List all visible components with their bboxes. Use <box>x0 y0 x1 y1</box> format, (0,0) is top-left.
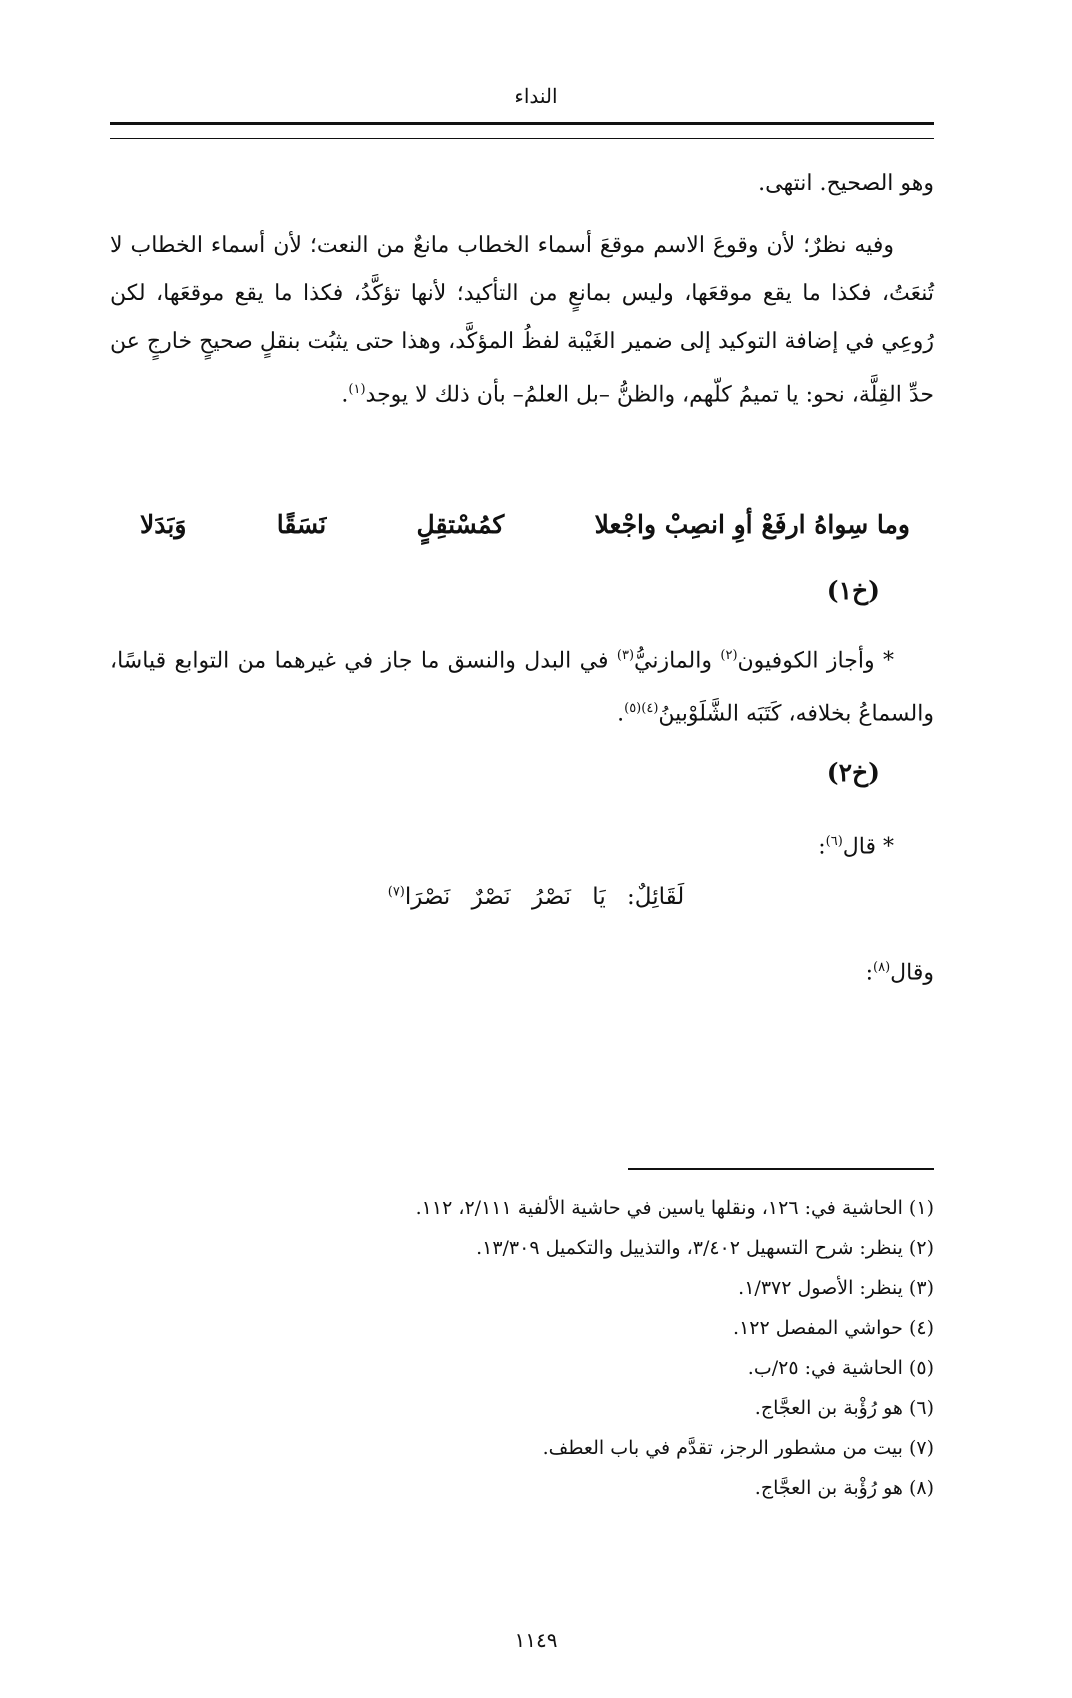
poem-text: لَقَائِلٌ: يَا نَصْرُ نَصْرٌ نَصْرَا <box>404 884 685 910</box>
footnote-ref-2: (٢) <box>720 648 738 663</box>
footnote-ref-8: (٨) <box>873 960 891 975</box>
paragraph-2 <box>110 222 934 419</box>
footnote-separator <box>628 1168 934 1170</box>
verse-line <box>140 510 910 539</box>
header-rule-thick <box>110 122 934 125</box>
footnote-ref-6: (٦) <box>825 834 843 849</box>
paragraph-4-text: * قال <box>842 834 894 860</box>
header-rule-thin <box>110 138 934 139</box>
paragraph-1 <box>110 160 934 208</box>
paragraph-2-text: وفيه نظرٌ؛ لأن وقوعَ الاسم موقعَ أسماء الخطاب مانعٌ من النعت؛ لأن أسماء الخطاب لا تُنعَتُ، فكذا ما يقع موقعَها، وليس بمانعٍ من التأكيد؛ لأنها تؤكَّدُ، فكذا ما يقع موقعَها، لكن رُوعِي في إضافة التوكيد إلى ضمير الغَيْبة لفظُ المؤكَّد، وهذا حتى يثبُت بنقلٍ صحيحٍ خارجٍ عن حدِّ القِلَّة، نحو: يا تميمُ كلّهم، والظنُّ –بل العلمُ– بأن ذلك لا يوجد <box>110 233 934 408</box>
paragraph-2-end: . <box>341 382 349 408</box>
section-marker-1: (خ١) <box>826 576 880 605</box>
footnote-ref-1: (١) <box>348 382 366 397</box>
paragraph-3-text-c: في البدل والنسق ما جاز في غيرهما من التوابع قياسًا، والسماعُ بخلافه، كَتَبَه الشَّلَوْبينُ <box>110 648 934 727</box>
footnote-2: (٢) ينظر: شرح التسهيل ٣/٤٠٢، والتذييل والتكميل ١٣/٣٠٩. <box>476 1237 934 1259</box>
footnote-4: (٤) حواشي المفصل ١٢٢. <box>733 1317 934 1339</box>
paragraph-5-text: وقال <box>890 960 934 986</box>
paragraph-3 <box>110 632 934 739</box>
footnote-7: (٧) بيت من مشطور الرجز، تقدَّم في باب العطف. <box>542 1437 934 1459</box>
footnote-6: (٦) هو رُؤْبة بن العجَّاج. <box>754 1397 934 1419</box>
section-marker-2: (خ٢) <box>826 758 880 787</box>
verse-word-2: كمُسْتقِلٍ <box>416 510 505 539</box>
paragraph-5 <box>110 944 934 997</box>
footnote-ref-3: (٣) <box>616 648 635 663</box>
footnote-ref-4-5: (٤)(٥) <box>624 701 659 717</box>
paragraph-4-end: : <box>818 834 826 860</box>
footnotes-list <box>110 1188 934 1508</box>
running-head: النداء <box>514 84 558 108</box>
paragraph-1-text: وهو الصحيح. انتهى. <box>758 171 934 196</box>
footnote-ref-7: (٧) <box>387 884 405 900</box>
paragraph-4 <box>110 818 934 871</box>
footnote-3: (٣) ينظر: الأصول ١/٣٧٢. <box>738 1277 934 1299</box>
verse-hemistich-1: وما سِواهُ ارفَعْ أوِ انصِبْ واجْعلا <box>594 510 910 539</box>
page-number: ١١٤٩ <box>514 1628 558 1652</box>
footnote-1: (١) الحاشية في: ١٢٦، ونقلها ياسين في حاشية الألفية ٢/١١١، ١١٢. <box>415 1197 934 1219</box>
footnote-5: (٥) الحاشية في: ٢٥/ب. <box>747 1357 934 1379</box>
paragraph-3-end: . <box>617 701 625 727</box>
paragraph-5-end: : <box>865 960 874 986</box>
verse-word-3: نَسَقًا <box>276 510 327 539</box>
poem-line <box>0 884 1072 910</box>
verse-word-4: وَبَدَلا <box>140 510 187 539</box>
paragraph-3-text-a: * وأجاز الكوفيون <box>737 648 894 674</box>
paragraph-3-text-b: والمازنيُّ <box>634 648 721 674</box>
footnote-8: (٨) هو رُؤْبة بن العجَّاج. <box>754 1477 934 1499</box>
